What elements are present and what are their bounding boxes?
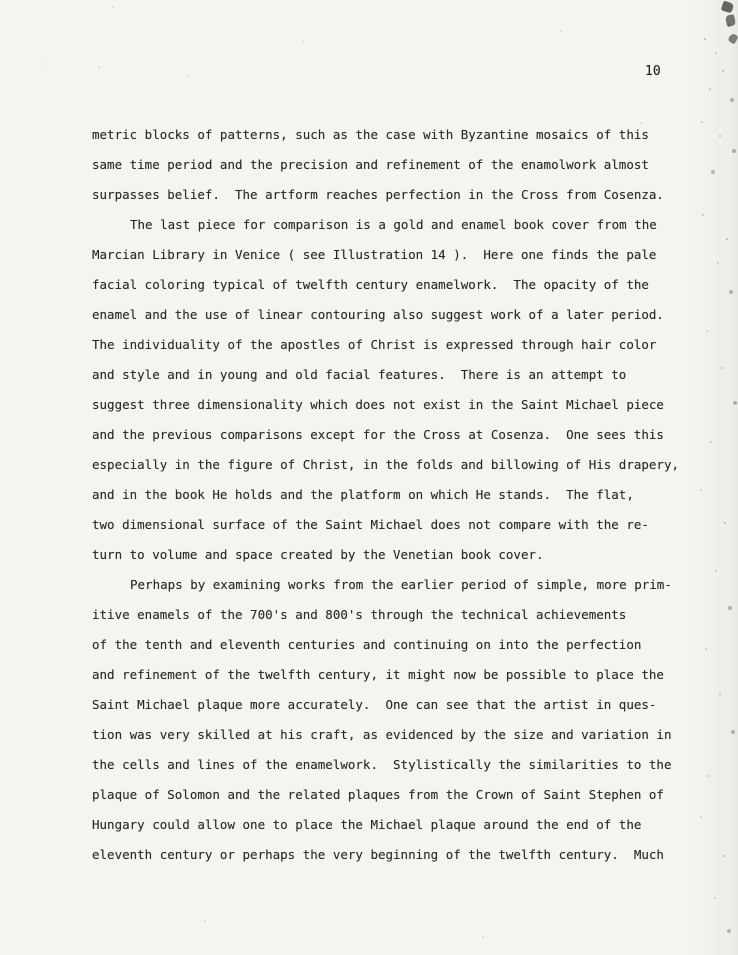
text-line: and style and in young and old facial features. There is an attempt to: [92, 367, 627, 382]
text-line: metric blocks of patterns, such as the case with Byzantine mosaics of this: [92, 127, 649, 142]
text-line: Hungary could allow one to place the Michael plaque around the end of the: [92, 817, 642, 832]
scan-smudge: [727, 33, 738, 45]
scan-noise: [0, 0, 2, 2]
text-line: turn to volume and space created by the Venetian book cover.: [92, 547, 544, 562]
page-number: 10: [645, 64, 661, 79]
text-line: tion was very skilled at his craft, as evidenced by the size and variation in: [92, 727, 672, 742]
text-line: plaque of Solomon and the related plaques from the Crown of Saint Stephen of: [92, 787, 664, 802]
text-line: Marcian Library in Venice ( see Illustration 14 ). Here one finds the pale: [92, 247, 657, 262]
scan-smudge: [725, 14, 736, 27]
text-line: same time period and the precision and refinement of the enamolwork almost: [92, 157, 649, 172]
text-line: facial coloring typical of twelfth century enamelwork. The opacity of the: [92, 277, 649, 292]
text-line: the cells and lines of the enamelwork. Stylistically the similarities to the: [92, 757, 672, 772]
text-line: and the previous comparisons except for the Cross at Cosenza. One sees this: [92, 427, 664, 442]
text-line: and refinement of the twelfth century, it might now be possible to place the: [92, 667, 664, 682]
text-line: Saint Michael plaque more accurately. One can see that the artist in ques-: [92, 697, 657, 712]
body-text: [92, 120, 712, 870]
text-line: surpasses belief. The artform reaches perfection in the Cross from Cosenza.: [92, 187, 664, 202]
text-line: and in the book He holds and the platform on which He stands. The flat,: [92, 487, 634, 502]
text-line: itive enamels of the 700's and 800's through the technical achievements: [92, 607, 627, 622]
text-line: enamel and the use of linear contouring also suggest work of a later period.: [92, 307, 664, 322]
text-line: The last piece for comparison is a gold and enamel book cover from the: [130, 217, 657, 232]
scan-smudge: [721, 1, 735, 14]
text-line: of the tenth and eleventh centuries and continuing on into the perfection: [92, 637, 642, 652]
text-line: two dimensional surface of the Saint Michael does not compare with the re-: [92, 517, 649, 532]
text-line: eleventh century or perhaps the very beginning of the twelfth century. Much: [92, 847, 664, 862]
text-line: Perhaps by examining works from the earlier period of simple, more prim-: [130, 577, 672, 592]
text-line: suggest three dimensionality which does not exist in the Saint Michael piece: [92, 397, 664, 412]
text-line: The individuality of the apostles of Christ is expressed through hair color: [92, 337, 657, 352]
text-line: especially in the figure of Christ, in the folds and billowing of His drapery,: [92, 457, 679, 472]
